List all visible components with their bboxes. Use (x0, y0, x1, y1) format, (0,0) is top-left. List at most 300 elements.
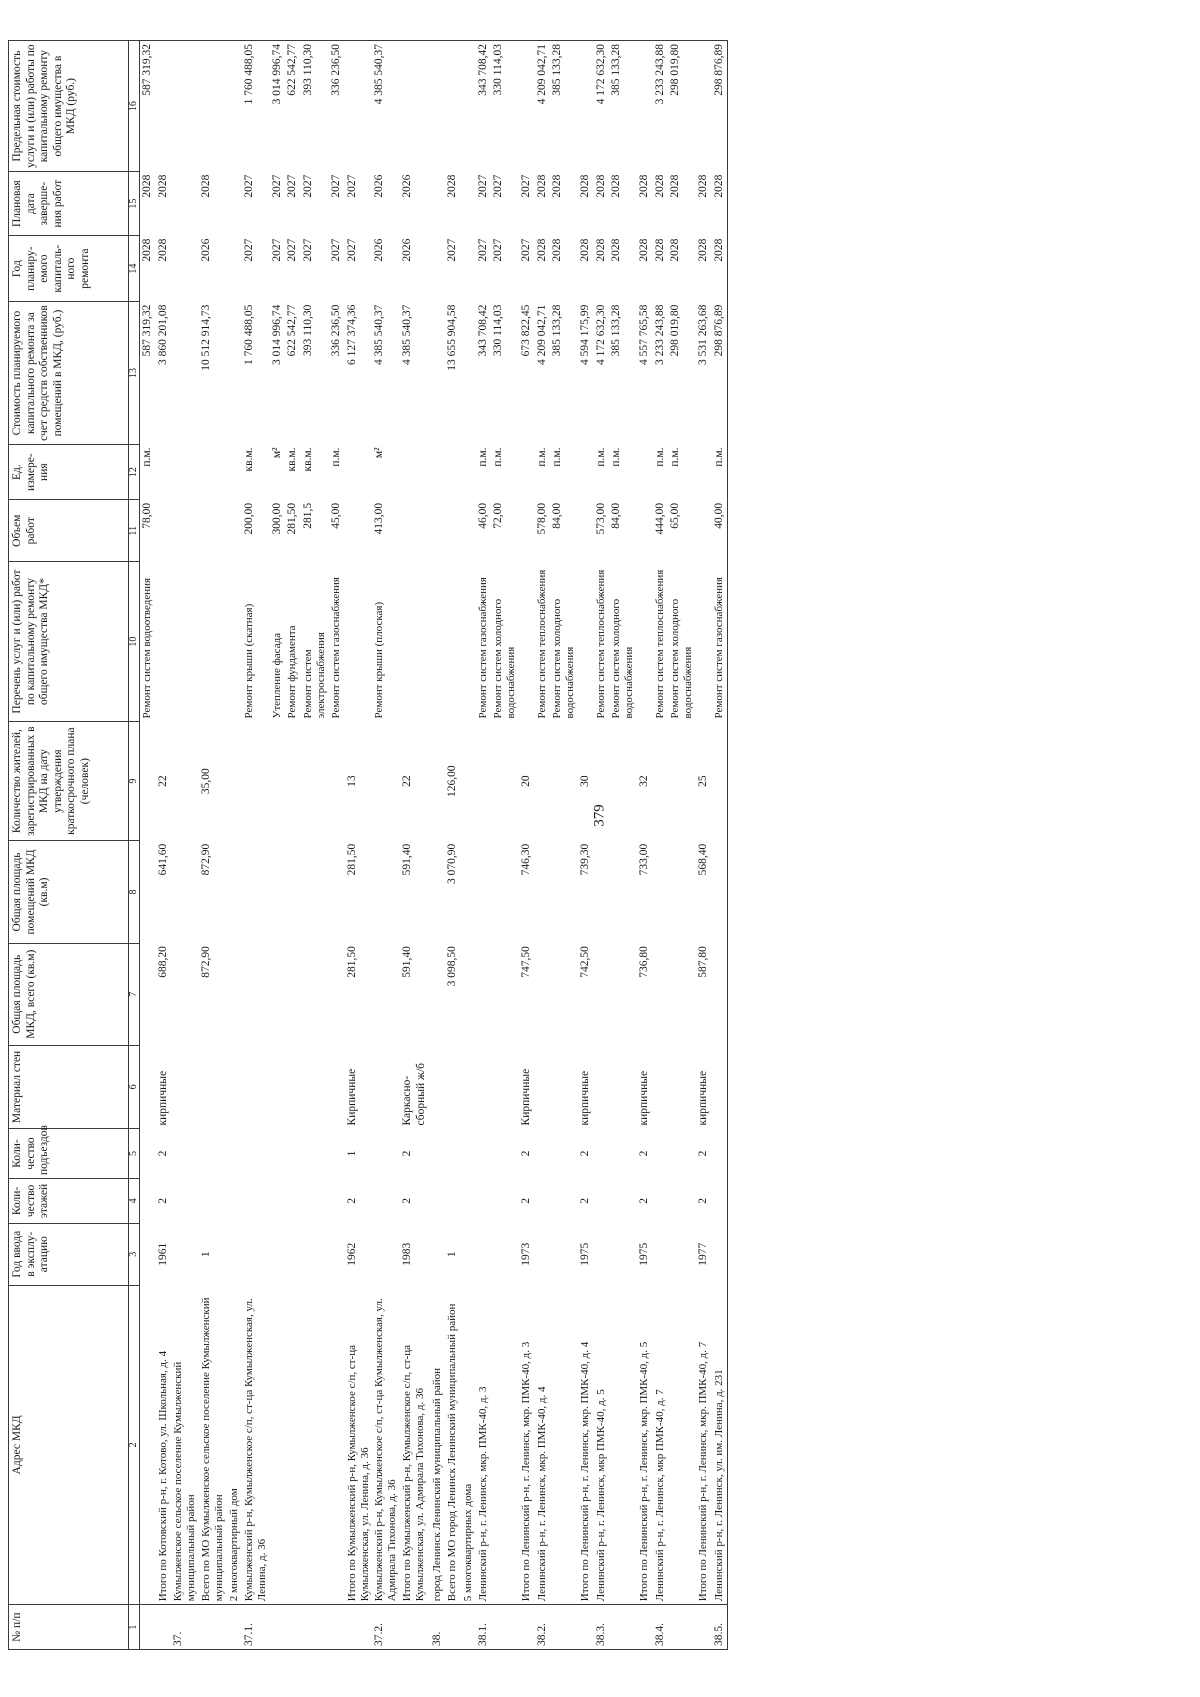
cell-col-2 (140, 1285, 156, 1605)
cell-col-16: 587 319,32 (140, 41, 156, 172)
column-header: Перечень услуг и (или) работ по капитальному ремонту общего имущества МКД* (9, 562, 129, 722)
table-row (156, 41, 172, 1650)
cell-col-6 (199, 1045, 227, 1128)
cell-col-12 (345, 444, 373, 499)
cell-col-16 (578, 41, 594, 172)
cell-col-9: 20 (520, 775, 533, 787)
cell-col-8: 281,50 (345, 843, 358, 876)
table-row (550, 41, 578, 1650)
cell-col-5 (445, 1128, 461, 1178)
cell-col-6 (227, 1045, 242, 1128)
cell-col-3: 1 (446, 1251, 459, 1258)
table-body (140, 41, 728, 1650)
cell-col-15: 2028 (200, 174, 213, 198)
cell-col-8 (491, 841, 519, 943)
cell-col-8 (668, 841, 696, 943)
cell-col-10: Ремонт систем электроснабжения (302, 632, 327, 719)
cell-col-10 (227, 562, 242, 722)
cell-col-14: 2027 (476, 238, 489, 262)
cell-col-4: 2 (156, 1198, 169, 1204)
cell-col-4 (491, 1179, 519, 1224)
cell-col-10: Ремонт крыши (скатная) (242, 603, 255, 719)
cell-col-11 (227, 500, 242, 562)
cell-col-1: 37.2. (372, 1605, 400, 1650)
cell-col-5 (461, 1128, 476, 1178)
table-row (712, 41, 728, 1650)
cell-col-16 (199, 41, 227, 172)
cell-col-4 (171, 1179, 199, 1224)
table-row (519, 41, 535, 1650)
cell-col-7 (594, 943, 610, 1045)
cell-col-12 (156, 444, 172, 499)
cell-col-13: 330 114,03 (492, 304, 505, 356)
cell-col-8 (270, 841, 286, 943)
table-row (242, 41, 270, 1650)
cell-col-8 (653, 841, 669, 943)
cell-col-6: кирпичные (638, 1070, 651, 1126)
column-header: Предельная стоимость услуги и (или) работы по капитальному ремонту общего имущества в МКД (руб.) (9, 41, 129, 172)
cell-col-12 (578, 444, 594, 499)
cell-col-7 (242, 943, 270, 1045)
table-row (535, 41, 551, 1650)
cell-col-6 (285, 1045, 301, 1128)
cell-col-10 (461, 562, 476, 722)
cell-col-12: п.м. (712, 444, 728, 499)
cell-col-14: 2028 (535, 238, 548, 262)
column-number: 2 (129, 1285, 140, 1605)
column-number: 10 (129, 562, 140, 722)
cell-col-6 (301, 1045, 329, 1128)
cell-col-15 (430, 172, 446, 236)
cell-col-4 (329, 1179, 345, 1224)
column-number: 15 (129, 172, 140, 236)
cell-col-12: кв.м. (242, 447, 255, 472)
cell-col-1 (270, 1605, 286, 1650)
cell-col-4 (285, 1179, 301, 1224)
cell-col-15: 2028 (551, 174, 564, 198)
table-row (430, 41, 446, 1650)
cell-col-11 (345, 500, 373, 562)
cell-col-13 (430, 302, 446, 445)
column-number: 5 (129, 1128, 140, 1178)
cell-col-8 (476, 841, 492, 943)
cell-col-7: 742,50 (579, 946, 592, 978)
cell-col-11: 578,00 (535, 502, 548, 535)
cell-col-2: Всего по МО Кумылженское сельское поселение Кумылженский муниципальный район (200, 1297, 226, 1602)
cell-col-4: 2 (401, 1198, 414, 1204)
cell-col-2 (301, 1285, 329, 1605)
cell-col-4 (140, 1179, 156, 1224)
cell-col-13: 13 655 904,58 (446, 304, 459, 371)
cell-col-3 (653, 1223, 669, 1285)
cell-col-7 (329, 943, 345, 1045)
cell-col-8: 872,90 (200, 843, 213, 876)
cell-col-3: 1 (200, 1251, 213, 1258)
cell-col-8: 641,60 (156, 843, 169, 876)
cell-col-14: 2026 (401, 238, 414, 262)
cell-col-5 (301, 1128, 329, 1178)
cell-col-10: Ремонт систем газоснабжения (476, 577, 489, 719)
cell-col-11 (696, 500, 712, 562)
cell-col-12: п.м. (492, 447, 505, 467)
cell-col-6 (550, 1045, 578, 1128)
header-row (9, 41, 129, 1650)
cell-col-9 (242, 721, 270, 840)
cell-col-2: 2 многоквартирный дом (228, 1488, 240, 1602)
cell-col-7 (461, 943, 476, 1045)
column-header: Год ввода в эксплу-атацию (9, 1223, 129, 1285)
column-number: 4 (129, 1179, 140, 1224)
cell-col-12 (519, 444, 535, 499)
cell-col-11: 72,00 (492, 502, 505, 529)
cell-col-10 (400, 562, 429, 722)
cell-col-5 (285, 1128, 301, 1178)
cell-col-16: 330 114,03 (491, 41, 519, 172)
column-header: Ед. измере-ния (9, 444, 129, 499)
cell-col-5: 2 (156, 1150, 169, 1157)
cell-col-6 (171, 1045, 199, 1128)
cell-col-12: п.м. (551, 447, 564, 467)
cell-col-10: Ремонт систем газоснабжения (329, 577, 342, 719)
cell-col-15: 2026 (373, 174, 386, 198)
cell-col-9 (227, 721, 242, 840)
cell-col-13: 3 860 201,08 (156, 304, 169, 366)
cell-col-9 (550, 721, 578, 840)
table-row (270, 41, 286, 1650)
cell-col-3 (430, 1223, 446, 1285)
cell-col-14: 2027 (520, 238, 533, 262)
cell-col-14 (430, 236, 446, 302)
cell-col-13: 673 822,45 (520, 304, 533, 357)
cell-col-11: 46,00 (476, 502, 489, 529)
cell-col-15: 2028 (535, 174, 548, 198)
cell-col-9 (609, 721, 637, 840)
cell-col-3 (535, 1223, 551, 1285)
cell-col-3 (227, 1223, 242, 1285)
cell-col-2: Кумылженское сельское поселение Кумылженский муниципальный район (172, 1361, 198, 1602)
cell-col-8 (712, 841, 728, 943)
table-row (578, 41, 594, 1650)
cell-col-4 (594, 1179, 610, 1224)
cell-col-5: 2 (638, 1150, 651, 1157)
cell-col-5 (372, 1128, 400, 1178)
cell-col-9: 32 (638, 775, 651, 787)
cell-col-13: 343 708,42 (476, 304, 489, 357)
cell-col-1: 38.4. (653, 1605, 669, 1650)
cell-col-10: Ремонт систем холодного водоснабжения (610, 598, 636, 719)
cell-col-9: 30 (579, 775, 592, 787)
cell-col-6 (461, 1045, 476, 1128)
table-row (491, 41, 519, 1650)
cell-col-11: 78,00 (141, 502, 153, 529)
cell-col-1 (461, 1605, 476, 1650)
cell-col-4 (712, 1179, 728, 1224)
cell-col-9 (329, 721, 345, 840)
cell-col-4 (270, 1179, 286, 1224)
cell-col-4 (535, 1179, 551, 1224)
cell-col-1 (329, 1605, 345, 1650)
cell-col-16: 1 760 488,05 (242, 41, 270, 172)
cell-col-9 (140, 721, 156, 840)
cell-col-3 (491, 1223, 519, 1285)
cell-col-6: кирпичные (697, 1070, 710, 1126)
cell-col-9 (461, 721, 476, 840)
cell-col-8 (430, 841, 446, 943)
cell-col-15 (461, 172, 476, 236)
column-header: Плановая дата заверше-ния работ (9, 172, 129, 236)
table-row (476, 41, 492, 1650)
cell-col-15: 2027 (492, 174, 505, 198)
cell-col-13: 298 876,89 (712, 302, 728, 445)
cell-col-13: 385 133,28 (610, 304, 623, 357)
cell-col-8: 3 070,90 (446, 843, 459, 885)
cell-col-10: Ремонт систем газоснабжения (712, 562, 728, 722)
table-row (594, 41, 610, 1650)
cell-col-16 (430, 41, 446, 172)
cell-col-1 (550, 1605, 578, 1650)
cell-col-1: 38.2. (535, 1605, 551, 1650)
cell-col-1 (345, 1605, 373, 1650)
cell-col-13 (171, 302, 199, 445)
cell-col-8 (140, 841, 156, 943)
cell-col-12: п.м. (610, 447, 623, 467)
cell-col-10 (345, 562, 373, 722)
cell-col-1 (637, 1605, 653, 1650)
cell-col-9: 13 (345, 775, 358, 787)
cell-col-4 (609, 1179, 637, 1224)
cell-col-11 (461, 500, 476, 562)
table-row (668, 41, 696, 1650)
cell-col-3 (594, 1223, 610, 1285)
cell-col-15: 2028 (141, 174, 153, 198)
cell-col-12: п.м. (653, 447, 666, 467)
cell-col-16 (400, 41, 429, 172)
cell-col-14: 2028 (141, 238, 153, 262)
cell-col-5: 2 (697, 1150, 710, 1157)
cell-col-12 (171, 444, 199, 499)
cell-col-13: 4 172 632,30 (594, 304, 607, 366)
cell-col-7 (430, 943, 446, 1045)
repair-plan-table (8, 40, 728, 1650)
table-row (140, 41, 156, 1650)
cell-col-6 (372, 1045, 400, 1128)
cell-col-15: 2028 (712, 172, 728, 236)
cell-col-10: Ремонт крыши (плоская) (373, 601, 386, 719)
column-number: 16 (129, 41, 140, 172)
cell-col-10: Ремонт систем водоотведения (141, 577, 153, 719)
cell-col-9: 126,00 (446, 765, 459, 797)
cell-col-12: п.м. (476, 447, 489, 467)
cell-col-15: 2028 (156, 174, 169, 198)
cell-col-12 (637, 444, 653, 499)
cell-col-7 (609, 943, 637, 1045)
cell-col-9 (491, 721, 519, 840)
cell-col-5 (329, 1128, 345, 1178)
cell-col-3 (461, 1223, 476, 1285)
cell-col-16: 385 133,28 (550, 41, 578, 172)
cell-col-10 (445, 562, 461, 722)
cell-col-14: 2028 (610, 238, 623, 262)
cell-col-11: 45,00 (329, 502, 342, 529)
page-number: 379 (591, 804, 608, 827)
table-row (199, 41, 227, 1650)
cell-col-12: м² (373, 447, 386, 459)
cell-col-16 (519, 41, 535, 172)
cell-col-14: 2028 (669, 238, 682, 262)
cell-col-14 (461, 236, 476, 302)
cell-col-15: 2028 (446, 174, 459, 198)
cell-col-7 (476, 943, 492, 1045)
cell-col-10: Ремонт систем холодного водоснабжения (551, 598, 577, 719)
cell-col-8: 746,30 (520, 843, 533, 876)
cell-col-16: 298 876,89 (712, 41, 728, 172)
cell-col-15: 2028 (653, 174, 666, 198)
cell-col-15 (227, 172, 242, 236)
column-header: Общая площадь помещений МКД (кв.м) (9, 841, 129, 943)
cell-col-5 (476, 1128, 492, 1178)
column-header: Материал стен (9, 1045, 129, 1128)
cell-col-13: 4 209 042,71 (535, 304, 548, 366)
cell-col-6 (270, 1045, 286, 1128)
column-header: Коли-чество этажей (9, 1179, 129, 1224)
cell-col-10: Ремонт систем теплоснабжения (653, 569, 666, 719)
cell-col-2 (609, 1285, 637, 1605)
cell-col-14: 2026 (373, 238, 386, 262)
column-number: 1 (129, 1605, 140, 1650)
cell-col-4 (476, 1179, 492, 1224)
cell-col-3: 1977 (697, 1242, 710, 1266)
cell-col-4: 2 (579, 1198, 592, 1204)
cell-col-2 (491, 1285, 519, 1605)
column-header: Адрес МКД (9, 1285, 129, 1605)
cell-col-14: 2028 (594, 238, 607, 262)
cell-col-14: 2028 (156, 238, 169, 262)
cell-col-5 (430, 1128, 446, 1178)
cell-col-14: 2028 (697, 238, 710, 262)
cell-col-5: 2 (401, 1150, 414, 1157)
table-row (609, 41, 637, 1650)
cell-col-3: 1961 (156, 1242, 169, 1266)
cell-col-16 (345, 41, 373, 172)
cell-col-14 (227, 236, 242, 302)
cell-col-13: 622 542,77 (286, 304, 299, 357)
cell-col-8: 733,00 (638, 843, 651, 876)
cell-col-1 (578, 1605, 594, 1650)
column-number: 12 (129, 444, 140, 499)
cell-col-7 (270, 943, 286, 1045)
table-row (372, 41, 400, 1650)
cell-col-5: 2 (520, 1150, 533, 1157)
cell-col-5 (535, 1128, 551, 1178)
cell-col-5 (491, 1128, 519, 1178)
cell-col-5 (199, 1128, 227, 1178)
cell-col-9: 22 (401, 775, 414, 787)
cell-col-15: 2028 (610, 174, 623, 198)
cell-col-11 (430, 500, 446, 562)
column-header: Стоимость планируемого капитального ремонта за счет средств собственников помещений в МКД, (руб.) (9, 302, 129, 445)
column-number: 9 (129, 721, 140, 840)
cell-col-6 (445, 1045, 461, 1128)
cell-col-11: 300,00 (270, 502, 283, 535)
cell-col-1 (400, 1605, 429, 1650)
cell-col-3 (242, 1223, 270, 1285)
cell-col-1 (199, 1605, 227, 1650)
cell-col-2: Ленинский р-н, г. Ленинск, ул. им. Ленина, д. 231 (712, 1285, 728, 1605)
cell-col-9 (285, 721, 301, 840)
cell-col-7: 747,50 (520, 946, 533, 978)
cell-col-8 (372, 841, 400, 943)
cell-col-6 (653, 1045, 669, 1128)
cell-col-9: 35,00 (200, 768, 213, 795)
cell-col-3 (270, 1223, 286, 1285)
cell-col-10: Ремонт систем холодного водоснабжения (492, 598, 518, 719)
cell-col-13: 3 014 996,74 (270, 304, 283, 366)
cell-col-3 (550, 1223, 578, 1285)
cell-col-2 (668, 1285, 696, 1605)
cell-col-2: Ленинский р-н, г. Ленинск, мкр. ПМК-40, д. 3 (476, 1386, 489, 1602)
cell-col-13: 393 110,30 (302, 304, 315, 356)
cell-col-15: 2027 (476, 174, 489, 198)
cell-col-16 (156, 41, 172, 172)
cell-col-12: кв.м. (286, 447, 299, 472)
cell-col-11: 281,50 (286, 502, 299, 535)
cell-col-5 (242, 1128, 270, 1178)
cell-col-16: 4 385 540,37 (372, 41, 400, 172)
cell-col-13: 385 133,28 (551, 304, 564, 357)
column-number: 14 (129, 236, 140, 302)
cell-col-3 (609, 1223, 637, 1285)
cell-col-10 (519, 562, 535, 722)
cell-col-14: 2027 (242, 238, 255, 262)
cell-col-8: 568,40 (697, 843, 710, 876)
cell-col-11: 40,00 (712, 500, 728, 562)
cell-col-15: 2028 (579, 174, 592, 198)
cell-col-16 (637, 41, 653, 172)
cell-col-7 (550, 943, 578, 1045)
cell-col-6 (430, 1045, 446, 1128)
cell-col-7: 281,50 (345, 946, 358, 978)
table-row (696, 41, 712, 1650)
cell-col-13: 4 557 765,58 (638, 304, 651, 366)
cell-col-4 (372, 1179, 400, 1224)
cell-col-7 (491, 943, 519, 1045)
cell-col-13: 3 233 243,88 (653, 304, 666, 366)
cell-col-6 (594, 1045, 610, 1128)
cell-col-6 (668, 1045, 696, 1128)
cell-col-9 (301, 721, 329, 840)
cell-col-1: 37. (171, 1605, 199, 1650)
cell-col-10: Ремонт систем теплоснабжения (535, 569, 548, 719)
cell-col-13: 1 760 488,05 (242, 304, 255, 366)
cell-col-2 (329, 1285, 345, 1605)
cell-col-7 (712, 943, 728, 1045)
table-row (227, 41, 242, 1650)
cell-col-1: 37.1. (242, 1605, 270, 1650)
cell-col-13 (227, 302, 242, 445)
cell-col-10 (430, 562, 446, 722)
cell-col-6: Кирпичные (345, 1068, 358, 1126)
cell-col-13: 4 594 175,99 (579, 304, 592, 366)
cell-col-8 (171, 841, 199, 943)
cell-col-1: 38.3. (594, 1605, 610, 1650)
cell-col-13: 587 319,32 (141, 304, 153, 357)
cell-col-3 (372, 1223, 400, 1285)
cell-col-4: 2 (638, 1198, 651, 1204)
cell-col-14: 2026 (200, 238, 213, 262)
cell-col-4 (301, 1179, 329, 1224)
cell-col-11: 444,00 (653, 502, 666, 535)
table-row (400, 41, 429, 1650)
